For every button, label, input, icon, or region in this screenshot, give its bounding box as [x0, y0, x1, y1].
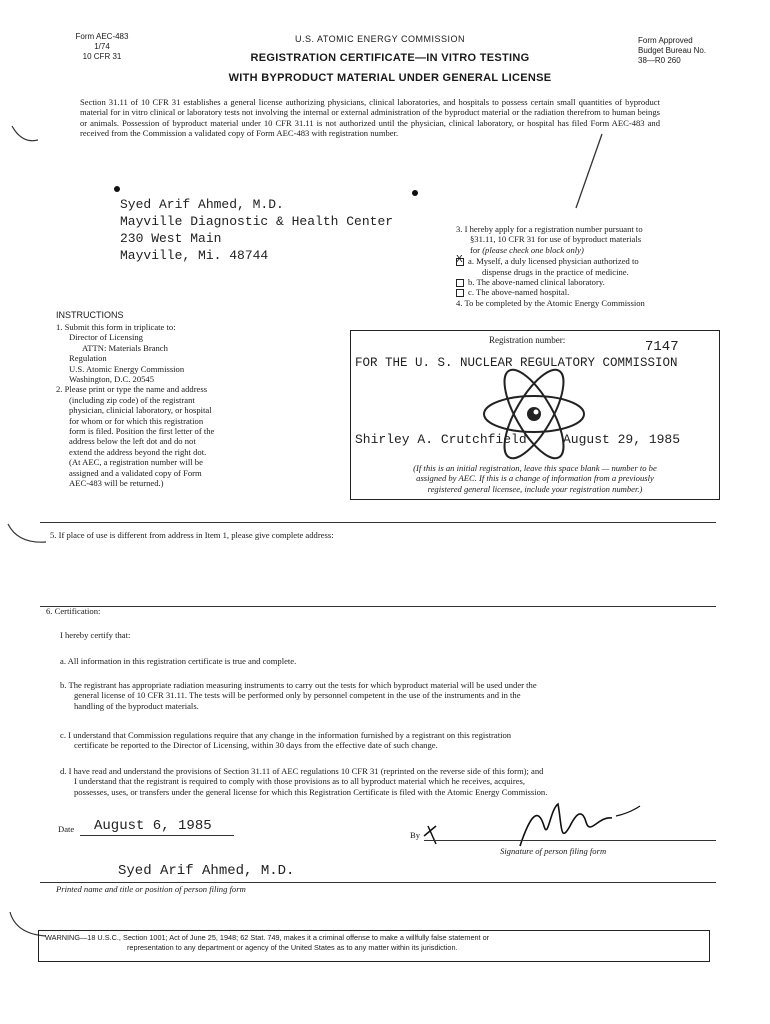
- checkbox-b[interactable]: [456, 279, 464, 287]
- cert-d-l1: d. I have read and understand the provisions of Section 31.11 of AEC regulations 10 CFR 31 (reprinted on the reverse side of this form); and: [60, 766, 544, 776]
- note-l2: assigned by AEC. If this is a change of information from a previously: [416, 473, 654, 484]
- date-line: [80, 835, 234, 836]
- instr-2-l9: assigned and a validated copy of Form: [69, 467, 202, 478]
- warning-l1: WARNING—18 U.S.C., Section 1001; Act of June 25, 1948; 62 Stat. 749, makes it a criminal offense to make a willfully false statement or: [45, 933, 490, 942]
- cert-a: a. All information in this registration certificate is true and complete.: [60, 656, 297, 666]
- checkbox-a[interactable]: [456, 258, 464, 266]
- note-l3: registered general licensee, include your registration number.): [427, 483, 643, 494]
- margin-mark-mid: [6, 520, 46, 550]
- handwritten-stroke: [572, 130, 612, 210]
- registration-number[interactable]: 7147: [645, 339, 679, 355]
- atom-seal-icon: [479, 359, 589, 469]
- item4-label: 4. To be completed by the Atomic Energy Commission: [456, 297, 645, 308]
- instr-2-l5: form is filed. Position the first letter of the: [69, 426, 215, 437]
- registration-box: [350, 330, 720, 500]
- printed-name-line: [40, 882, 716, 883]
- item5-answer-line: [40, 606, 716, 607]
- item3-intro-l1: 3. I hereby apply for a registration number pursuant to: [456, 224, 643, 234]
- left-address-dot: [114, 186, 120, 192]
- cert-b: [60, 680, 720, 711]
- signature-caption: Signature of person filing form: [500, 846, 607, 856]
- note-l1: (If this is an initial registration, leave this space blank — number to be: [413, 463, 657, 473]
- instr-2-l7: extend the address beyond the right dot.: [69, 446, 207, 457]
- nrc-date: August 29, 1985: [563, 432, 681, 447]
- instr-1-l5: U.S. Atomic Energy Commission: [69, 363, 185, 374]
- approval-block: [638, 36, 738, 66]
- option-a[interactable]: Xa. Myself, a duly licensed physician authorized to: [456, 256, 726, 266]
- printed-name[interactable]: Syed Arif Ahmed, M.D.: [118, 863, 295, 879]
- cert-heading: 6. Certification:: [46, 606, 101, 616]
- instr-1-l1: 1. Submit this form in triplicate to:: [56, 322, 176, 332]
- form-id: [62, 32, 142, 62]
- address-block: [120, 196, 420, 264]
- signature-line: [424, 840, 716, 841]
- instructions-heading: INSTRUCTIONS: [56, 310, 124, 320]
- cert-c-l1: c. I understand that Commission regulations require that any change in the information furnished by a registrant on this registration: [60, 730, 512, 740]
- registrant-name: Syed Arif Ahmed, M.D.: [120, 197, 284, 212]
- form-cfr: 10 CFR 31: [82, 52, 122, 61]
- cert-d-l2: I understand that the registrant is required to comply with those provisions as to all byproduct material which he receives, acquires,: [74, 776, 526, 787]
- cert-b-l1: b. The registrant has appropriate radiation measuring instruments to carry out the tests for which byproduct material will be used under the: [60, 680, 537, 690]
- registrant-org: Mayville Diagnostic & Health Center: [120, 214, 394, 229]
- instr-2-l10: AEC-483 will be returned.): [69, 478, 164, 489]
- instr-1-l3: ATTN: Materials Branch: [82, 342, 168, 353]
- item5-label: 5. If place of use is different from address in Item 1, please give complete address:: [50, 530, 334, 540]
- instr-1-l4: Regulation: [69, 353, 107, 364]
- form-date: 1/74: [94, 42, 110, 51]
- form-title-line2: WITH BYPRODUCT MATERIAL UNDER GENERAL LICENSE: [228, 72, 552, 84]
- agency-name: U.S. ATOMIC ENERGY COMMISSION: [294, 34, 466, 44]
- intro-paragraph: Section 31.11 of 10 CFR 31 establishes a general license authorizing physicians, clinical laboratories, and hospitals to possess certain small quantities of byproduct material for in vitro clinical or laboratory tests not involving the internal or external administration of the byproduct material or the radiation therefrom to human beings or animals. Possession of byproduct material under 10 CFR 31.11 is not authorized until the physician, clinical laboratory, or hospital has filed Form AEC-483 and received from the Commission a validated copy of Form AEC-483 with registration number.: [80, 97, 660, 139]
- divider-above-item5: [40, 522, 716, 523]
- item3-intro-l2: §31.11, 10 CFR 31 for use of byproduct materials: [470, 234, 642, 245]
- approval-line1: Form Approved: [638, 36, 693, 45]
- checkbox-c[interactable]: [456, 289, 464, 297]
- nrc-signer: Shirley A. Crutchfield: [355, 432, 527, 447]
- item3-intro-l3: for (please check one block only): [470, 244, 584, 255]
- option-c[interactable]: c. The above-named hospital.: [456, 287, 726, 297]
- cert-b-l3: handling of the byproduct materials.: [74, 700, 199, 711]
- date-label: Date: [58, 824, 75, 834]
- form-number: Form AEC-483: [75, 32, 129, 41]
- instructions-block: [56, 322, 278, 489]
- approval-line2: Budget Bureau No.: [638, 46, 707, 55]
- date-value[interactable]: August 6, 1985: [94, 818, 212, 834]
- printed-caption: Printed name and title or position of person filing form: [56, 884, 246, 894]
- approval-line3: 38—R0 260: [638, 56, 681, 65]
- cert-d: [60, 766, 720, 797]
- cert-c: [60, 730, 720, 751]
- warning-l2: representation to any department or agency of the United States as to any matter within its jurisdiction.: [127, 943, 458, 952]
- registrant-street: 230 West Main: [120, 231, 222, 246]
- cert-d-l3: possesses, uses, or transfers under the general license for which this Registration Certificate is filed with the Atomic Energy Commission.: [74, 786, 548, 797]
- cert-b-l2: general license of 10 CFR 31.11. The tests will be performed only by personnel competent in the use of the instruments and in the: [74, 690, 521, 701]
- instr-2-l4: for whom or for which this registration: [69, 415, 204, 426]
- registration-note: [365, 463, 705, 494]
- option-a-l2: dispense drugs in the practice of medicine.: [482, 266, 629, 277]
- registration-label: Registration number:: [489, 335, 566, 345]
- instr-2-l2: (including zip code) of the registrant: [69, 394, 195, 405]
- by-label: By: [410, 830, 421, 840]
- instr-1-l6: Washington, D.C. 20545: [69, 374, 155, 385]
- instr-1-l2: Director of Licensing: [69, 332, 143, 343]
- item3-block: [456, 224, 726, 308]
- cert-intro: I hereby certify that:: [60, 630, 131, 640]
- instr-2-l1: 2. Please print or type the name and address: [56, 384, 208, 395]
- instr-2-l8: (At AEC, a registration number will be: [69, 457, 203, 468]
- instr-2-l3: physician, clinicial laboratory, or hospital: [69, 405, 212, 416]
- cert-c-l2: certificate be reported to the Director of Licensing, within 30 days from the effective date of such change.: [74, 740, 438, 751]
- registrant-city: Mayville, Mi. 48744: [120, 248, 269, 263]
- form-title-line1: REGISTRATION CERTIFICATE—IN VITRO TESTING: [250, 52, 530, 64]
- option-b[interactable]: b. The above-named clinical laboratory.: [456, 277, 726, 287]
- margin-mark-top: [8, 118, 38, 158]
- nrc-line: FOR THE U. S. NUCLEAR REGULATORY COMMISSION: [355, 356, 678, 370]
- instr-2-l6: address below the left dot and do not: [69, 436, 196, 447]
- warning-box: [38, 930, 710, 962]
